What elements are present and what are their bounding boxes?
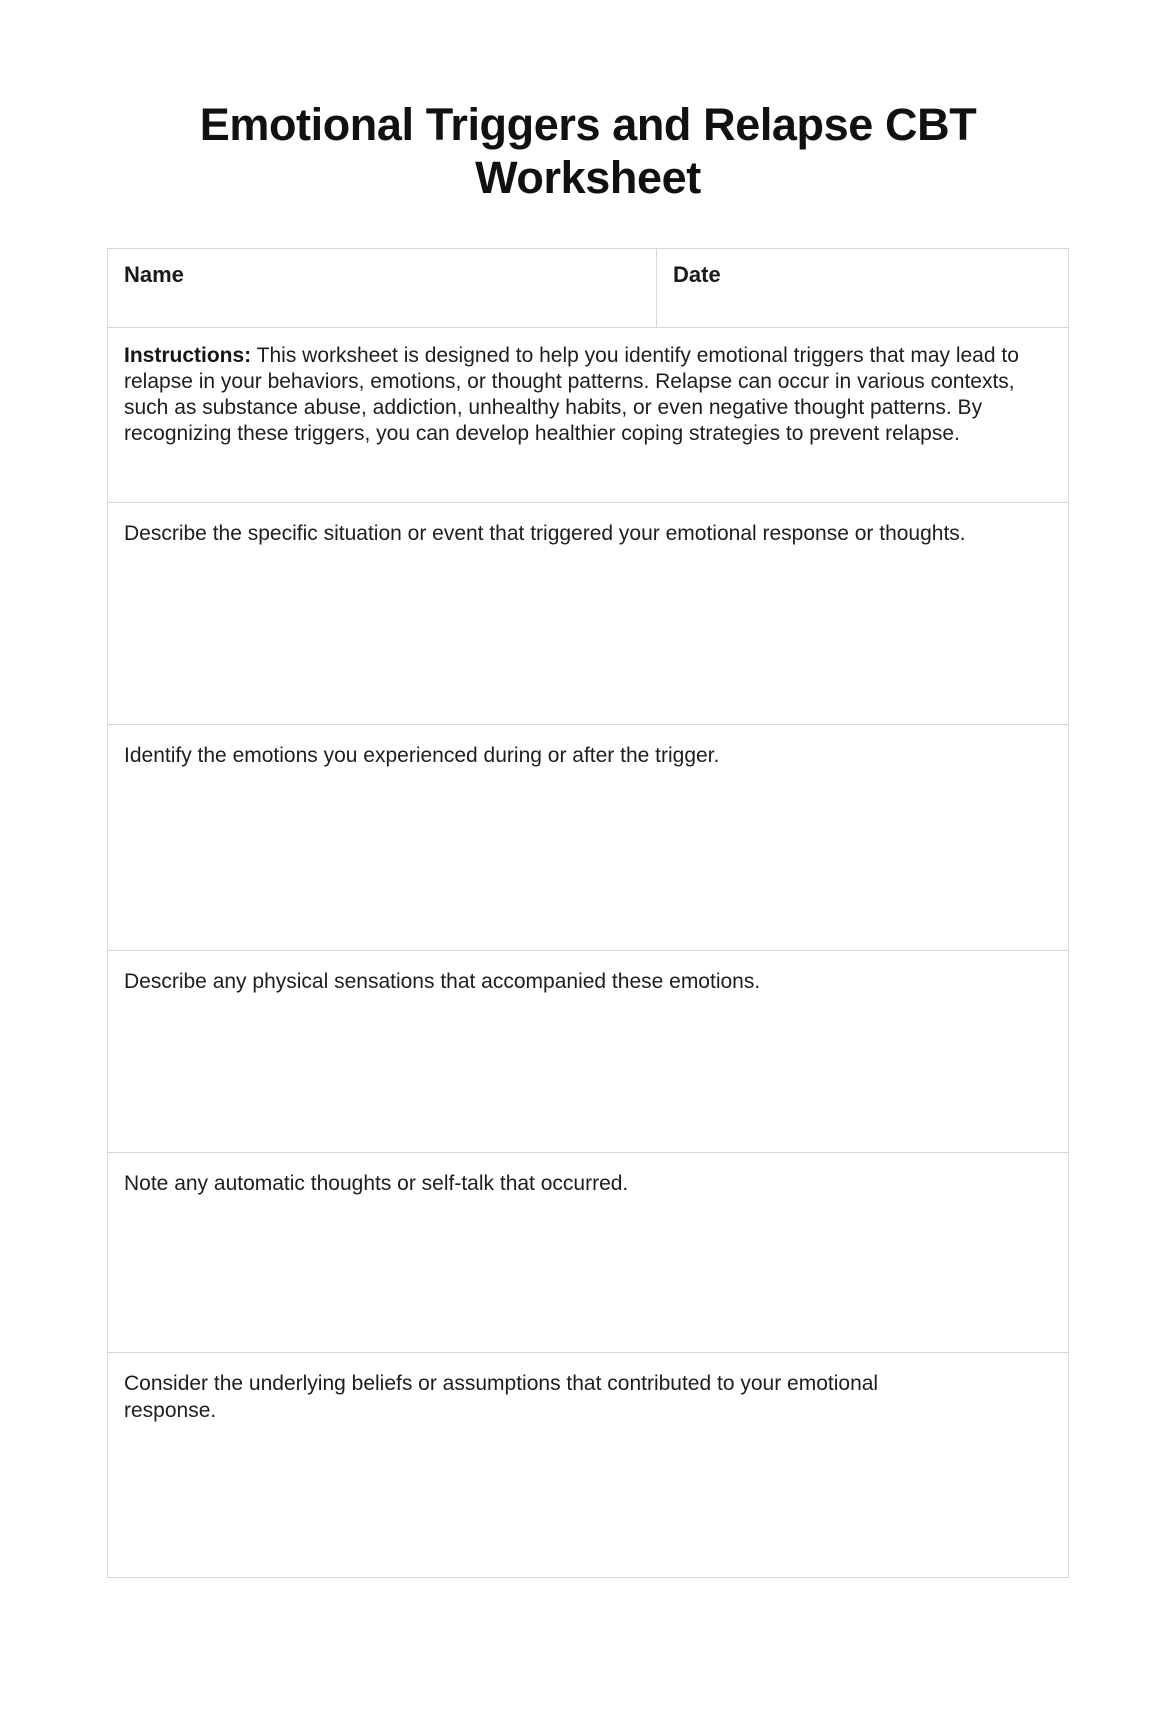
date-cell [656, 249, 1068, 327]
section-physical-sensations [108, 951, 1068, 1153]
prompt-trigger-situation: Describe the specific situation or event that triggered your emotional response or thoughts. [124, 522, 966, 545]
section-underlying-beliefs [108, 1353, 1068, 1577]
worksheet-page [0, 98, 1176, 1578]
response-area-physical-sensations[interactable] [108, 995, 1068, 1152]
worksheet-table [107, 248, 1069, 1578]
prompt-emotions: Identify the emotions you experienced during or after the trigger. [124, 744, 720, 767]
section-automatic-thoughts [108, 1153, 1068, 1353]
section-trigger-situation [108, 503, 1068, 725]
name-input-area[interactable] [108, 288, 656, 327]
name-cell [108, 249, 656, 327]
prompt-physical-sensations: Describe any physical sensations that accompanied these emotions. [124, 970, 761, 993]
response-area-emotions[interactable] [108, 769, 1068, 950]
page-title: Emotional Triggers and Relapse CBT Worksheet [199, 99, 977, 203]
response-area-trigger-situation[interactable] [108, 547, 1068, 724]
section-emotions [108, 725, 1068, 951]
name-label: Name [124, 262, 184, 287]
prompt-automatic-thoughts: Note any automatic thoughts or self-talk that occurred. [124, 1172, 629, 1195]
instructions-section [108, 328, 1068, 503]
instructions-text: This worksheet is designed to help you identify emotional triggers that may lead to relapse in your behaviors, emotions, or thought patterns. Relapse can occur in various contexts, such as substance abuse, addiction, unhealthy habits, or even negative thought patterns. By recognizing these triggers, you can develop healthier coping strategies to prevent relapse. [124, 344, 1019, 445]
prompt-underlying-beliefs: Consider the underlying beliefs or assumptions that contributed to your emotional response. [124, 1372, 879, 1422]
response-area-underlying-beliefs[interactable] [108, 1424, 1068, 1577]
response-area-automatic-thoughts[interactable] [108, 1197, 1068, 1352]
date-label: Date [673, 262, 721, 287]
instructions-paragraph [108, 328, 1068, 447]
name-date-row [108, 249, 1068, 328]
date-input-area[interactable] [657, 288, 1068, 327]
instructions-label: Instructions: [124, 344, 252, 367]
